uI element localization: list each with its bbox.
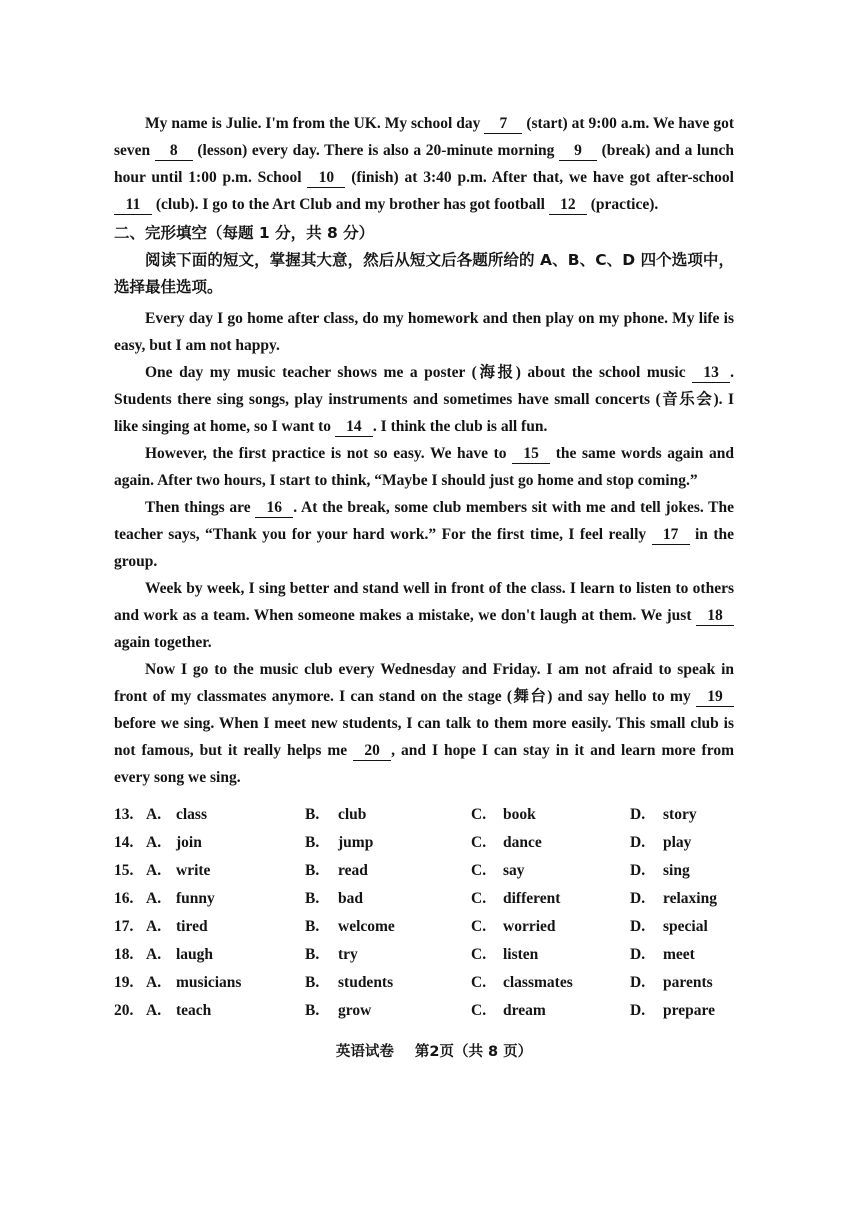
passage-paragraph: [114, 494, 734, 575]
option-a: musicians: [176, 974, 242, 991]
option-d: meet: [663, 946, 695, 963]
blank-19: 19: [696, 687, 734, 707]
option-letter-a: A.: [146, 974, 162, 991]
blank-12: 12: [549, 195, 587, 215]
passage-text: One day my music teacher shows me a poster (海报) about the school music: [145, 364, 693, 381]
passage-text: (finish) at 3:40 p.m. After that, we have got after-school: [345, 169, 734, 186]
option-a: teach: [176, 1002, 212, 1019]
question-options-row: [114, 941, 734, 969]
option-letter-b: B.: [305, 946, 320, 963]
option-d: play: [663, 834, 692, 851]
option-b: jump: [338, 834, 374, 851]
passage-paragraph: [114, 575, 734, 656]
option-d: prepare: [663, 1002, 715, 1019]
option-letter-a: A.: [146, 946, 162, 963]
option-a: write: [176, 862, 211, 879]
option-letter-d: D.: [630, 834, 646, 851]
question-number: 18.: [114, 946, 134, 963]
question-number: 20.: [114, 1002, 134, 1019]
passage-text: Now I go to the music club every Wednesday and Friday. I am not afraid to speak in front of my classmates anymore. I can stand on the stage (舞台) and say hello to my: [114, 661, 734, 705]
question-options-row: [114, 829, 734, 857]
option-c: dance: [503, 834, 542, 851]
option-b: read: [338, 862, 368, 879]
question-number: 19.: [114, 974, 134, 991]
section-heading-cloze: 二、完形填空（每题 1 分，共 8 分）: [114, 224, 375, 242]
option-letter-a: A.: [146, 890, 162, 907]
option-letter-d: D.: [630, 806, 646, 823]
question-number: 17.: [114, 918, 134, 935]
section-instruction: 阅读下面的短文，掌握其大意，然后从短文后各题所给的 A、B、C、D 四个选项中，选择最佳选项。: [114, 251, 734, 296]
question-number: 14.: [114, 834, 134, 851]
option-letter-c: C.: [471, 834, 487, 851]
passage-paragraph: [114, 656, 734, 791]
passage-text: Then things are: [145, 499, 256, 516]
blank-7: 7: [484, 114, 522, 134]
passage-text: (lesson) every day. There is also a 20-minute morning: [192, 142, 559, 159]
blank-9: 9: [559, 141, 597, 161]
question-number: 13.: [114, 806, 134, 823]
option-c: worried: [503, 918, 556, 935]
passage-text: in the group.: [114, 526, 734, 570]
option-letter-d: D.: [630, 862, 646, 879]
passage-text: My name is Julie. I'm from the UK. My school day: [145, 115, 485, 132]
option-letter-d: D.: [630, 946, 646, 963]
question-options-row: [114, 801, 734, 829]
passage-text: , and I hope I can stay in it and learn more from every song we sing.: [114, 742, 734, 786]
passage-text: (break) and a lunch hour until 1:00 p.m. School: [114, 142, 734, 186]
option-letter-b: B.: [305, 862, 320, 879]
passage-paragraph: [114, 440, 734, 494]
option-letter-b: B.: [305, 890, 320, 907]
blank-10: 10: [307, 168, 345, 188]
passage-text: (club). I go to the Art Club and my brother has got football: [152, 196, 549, 213]
option-c: book: [503, 806, 536, 823]
option-letter-c: C.: [471, 806, 487, 823]
option-letter-d: D.: [630, 974, 646, 991]
question-options-row: [114, 857, 734, 885]
option-letter-c: C.: [471, 862, 487, 879]
passage-text: . At the break, some club members sit with me and tell jokes. The teacher says, “Thank you for your hard work.” For the first time, I feel really: [114, 499, 735, 543]
question-number: 15.: [114, 862, 134, 879]
option-b: try: [338, 946, 358, 963]
option-letter-c: C.: [471, 1002, 487, 1019]
option-letter-a: A.: [146, 862, 162, 879]
option-a: class: [176, 806, 207, 823]
passage-text: Week by week, I sing better and stand well in front of the class. I learn to listen to others and work as a team. When someone makes a mistake, we don't laugh at them. We just: [114, 580, 734, 624]
option-b: bad: [338, 890, 363, 907]
option-letter-b: B.: [305, 834, 320, 851]
passage-text: the same words again and again. After two hours, I start to think, “Maybe I should just go home and stop coming.”: [114, 445, 734, 489]
passage-text: However, the first practice is not so easy. We have to: [145, 445, 513, 462]
page-footer: [0, 1040, 868, 1061]
blank-17: 17: [652, 525, 690, 545]
passage-text: before we sing. When I meet new students, I can talk to them more easily. This small club is not famous, but it really helps me: [114, 715, 734, 759]
page-content: [114, 110, 734, 791]
option-b: students: [338, 974, 394, 991]
option-c: different: [503, 890, 561, 907]
option-letter-a: A.: [146, 1002, 162, 1019]
option-b: welcome: [338, 918, 395, 935]
option-letter-c: C.: [471, 946, 487, 963]
footer-subject: 英语试卷: [335, 1044, 394, 1060]
option-b: grow: [338, 1002, 372, 1019]
option-a: funny: [176, 890, 215, 907]
question-options-row: [114, 997, 734, 1025]
question-options-row: [114, 969, 734, 997]
passage-text: (practice).: [586, 196, 659, 213]
option-letter-d: D.: [630, 890, 646, 907]
blank-11: 11: [114, 195, 152, 215]
passage-fill-verb-forms: [114, 110, 734, 218]
question-options-row: [114, 913, 734, 941]
option-letter-a: A.: [146, 918, 162, 935]
blank-18: 18: [696, 606, 734, 626]
blank-15: 15: [512, 444, 550, 464]
option-letter-b: B.: [305, 1002, 320, 1019]
passage-text: (start) at 9:00 a.m. We have got seven: [114, 115, 734, 159]
passage-paragraph: Every day I go home after class, do my homework and then play on my phone. My life is easy, but I am not happy.: [114, 310, 734, 354]
option-c: say: [503, 862, 525, 879]
option-letter-b: B.: [305, 918, 320, 935]
footer-page-number: 第2页（共 8 页）: [414, 1044, 533, 1060]
option-letter-d: D.: [630, 1002, 646, 1019]
option-c: dream: [503, 1002, 546, 1019]
option-letter-c: C.: [471, 974, 487, 991]
passage-text: . Students there sing songs, play instruments and sometimes have small concerts (音乐会). I like singing at home, so I want to: [114, 364, 734, 435]
option-d: special: [663, 918, 708, 935]
passage-text: again together.: [114, 634, 212, 651]
option-letter-b: B.: [305, 806, 320, 823]
option-c: listen: [503, 946, 539, 963]
passage-text: . I think the club is all fun.: [372, 418, 548, 435]
option-b: club: [338, 806, 367, 823]
option-letter-c: C.: [471, 890, 487, 907]
option-d: parents: [663, 974, 713, 991]
option-a: tired: [176, 918, 208, 935]
answer-options: [114, 801, 734, 1025]
blank-16: 16: [255, 498, 293, 518]
option-a: laugh: [176, 946, 214, 963]
option-letter-b: B.: [305, 974, 320, 991]
option-a: join: [176, 834, 202, 851]
cloze-passage: [114, 305, 734, 791]
blank-13: 13: [692, 363, 730, 383]
option-d: story: [663, 806, 697, 823]
blank-14: 14: [335, 417, 373, 437]
option-c: classmates: [503, 974, 573, 991]
option-letter-d: D.: [630, 918, 646, 935]
option-letter-a: A.: [146, 806, 162, 823]
option-d: relaxing: [663, 890, 717, 907]
option-letter-c: C.: [471, 918, 487, 935]
option-d: sing: [663, 862, 690, 879]
question-options-row: [114, 885, 734, 913]
option-letter-a: A.: [146, 834, 162, 851]
blank-20: 20: [353, 741, 391, 761]
passage-paragraph: [114, 359, 734, 440]
blank-8: 8: [155, 141, 193, 161]
question-number: 16.: [114, 890, 134, 907]
